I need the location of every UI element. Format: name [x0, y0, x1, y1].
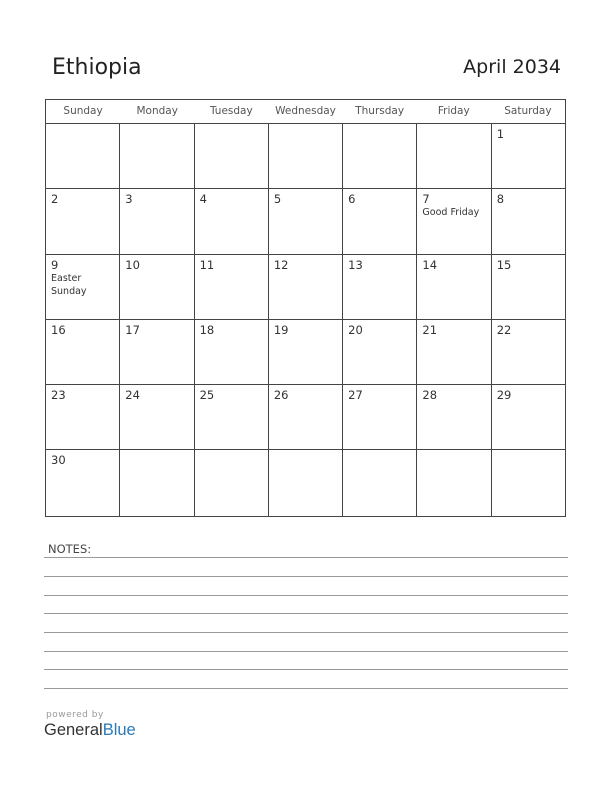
day-number: 5 — [273, 192, 282, 207]
day-cell[interactable] — [269, 255, 343, 319]
note-line — [44, 669, 568, 670]
day-cell[interactable] — [46, 255, 120, 319]
note-line — [44, 688, 568, 689]
note-line — [44, 557, 568, 558]
week-row — [46, 320, 565, 385]
day-cell[interactable] — [492, 385, 565, 449]
day-cell[interactable] — [343, 124, 417, 188]
note-line — [44, 595, 568, 596]
day-cell[interactable] — [120, 255, 194, 319]
brand-logo[interactable] — [44, 721, 136, 740]
calendar-grid — [45, 99, 566, 517]
day-cell[interactable] — [195, 124, 269, 188]
week-row — [46, 124, 565, 189]
day-cell[interactable] — [417, 189, 491, 253]
day-cell[interactable] — [46, 124, 120, 188]
day-cell[interactable] — [343, 255, 417, 319]
day-cell[interactable] — [195, 255, 269, 319]
day-number: 1 — [496, 127, 505, 141]
day-number: 13 — [348, 257, 363, 272]
day-cell[interactable] — [269, 450, 343, 515]
week-row — [46, 255, 565, 320]
day-cell[interactable] — [343, 320, 417, 384]
day-cell[interactable] — [492, 255, 565, 319]
day-number: 14 — [422, 257, 438, 272]
day-number: 7 — [422, 192, 430, 207]
weeks-container — [46, 124, 565, 516]
day-cell[interactable] — [417, 320, 491, 384]
day-cell[interactable] — [46, 189, 120, 253]
day-cell[interactable] — [492, 320, 565, 384]
weekday-friday: Friday — [437, 105, 470, 117]
weekday-monday: Monday — [136, 105, 178, 117]
note-line — [44, 651, 568, 652]
weekday-tuesday: Tuesday — [209, 105, 253, 117]
day-cell[interactable] — [417, 385, 491, 449]
day-cell[interactable] — [269, 124, 343, 188]
day-cell[interactable] — [492, 450, 565, 515]
day-cell[interactable] — [269, 189, 343, 253]
holiday-label: Good Friday — [422, 207, 480, 219]
day-cell[interactable] — [195, 385, 269, 449]
day-number: 28 — [422, 388, 438, 403]
day-cell[interactable] — [195, 189, 269, 253]
week-row — [46, 450, 565, 515]
note-line — [44, 613, 568, 614]
holiday-label: Easter Sunday — [51, 272, 87, 297]
day-cell[interactable] — [46, 320, 120, 384]
page-title-country: Ethiopia — [52, 55, 142, 80]
brand-blue-text: Blue — [102, 721, 136, 739]
day-number: 3 — [125, 192, 133, 207]
day-number: 20 — [348, 322, 363, 337]
day-number: 6 — [348, 192, 356, 207]
note-line — [44, 576, 568, 577]
week-row — [46, 385, 565, 450]
day-number: 21 — [422, 322, 438, 337]
weekday-wednesday: Wednesday — [275, 105, 336, 117]
notes-label: NOTES: — [48, 542, 92, 556]
day-number: 27 — [348, 388, 363, 403]
day-number: 9 — [51, 257, 59, 272]
day-cell[interactable] — [120, 124, 194, 188]
weekday-saturday: Saturday — [504, 105, 552, 117]
day-cell[interactable] — [417, 124, 491, 188]
day-number: 24 — [125, 388, 140, 403]
day-cell[interactable] — [120, 385, 194, 449]
day-number: 17 — [125, 322, 140, 337]
weekday-thursday: Thursday — [355, 105, 405, 117]
day-cell[interactable] — [417, 450, 491, 515]
day-number: 2 — [51, 192, 59, 207]
weekday-sunday: Sunday — [63, 105, 103, 117]
day-cell[interactable] — [343, 385, 417, 449]
day-number: 29 — [496, 388, 512, 403]
day-number: 25 — [199, 388, 215, 403]
day-number: 18 — [199, 322, 215, 337]
day-cell[interactable] — [492, 124, 565, 188]
day-cell[interactable] — [269, 320, 343, 384]
page-title-month: April 2034 — [463, 56, 561, 78]
day-cell[interactable] — [46, 450, 120, 515]
day-number: 30 — [51, 453, 66, 468]
day-cell[interactable] — [343, 450, 417, 515]
day-number: 4 — [199, 192, 207, 207]
day-number: 19 — [273, 322, 289, 337]
week-row — [46, 189, 565, 254]
day-number: 22 — [496, 322, 512, 337]
note-line — [44, 632, 568, 633]
day-number: 10 — [125, 257, 140, 272]
day-cell[interactable] — [46, 385, 120, 449]
day-number: 8 — [496, 192, 505, 207]
day-cell[interactable] — [120, 189, 194, 253]
day-cell[interactable] — [120, 450, 194, 515]
day-cell[interactable] — [195, 450, 269, 515]
day-cell[interactable] — [269, 385, 343, 449]
day-number: 15 — [496, 257, 512, 272]
day-cell[interactable] — [343, 189, 417, 253]
day-cell[interactable] — [195, 320, 269, 384]
day-cell[interactable] — [417, 255, 491, 319]
day-cell[interactable] — [120, 320, 194, 384]
weekday-header-row — [46, 100, 565, 124]
day-number: 26 — [273, 388, 289, 403]
day-number: 23 — [51, 388, 66, 403]
powered-by-text: powered by — [46, 710, 104, 720]
day-number: 12 — [273, 257, 289, 272]
brand-general-text: General — [44, 721, 103, 739]
day-cell[interactable] — [492, 189, 565, 253]
day-number: 16 — [51, 322, 66, 337]
day-number: 11 — [199, 257, 215, 272]
